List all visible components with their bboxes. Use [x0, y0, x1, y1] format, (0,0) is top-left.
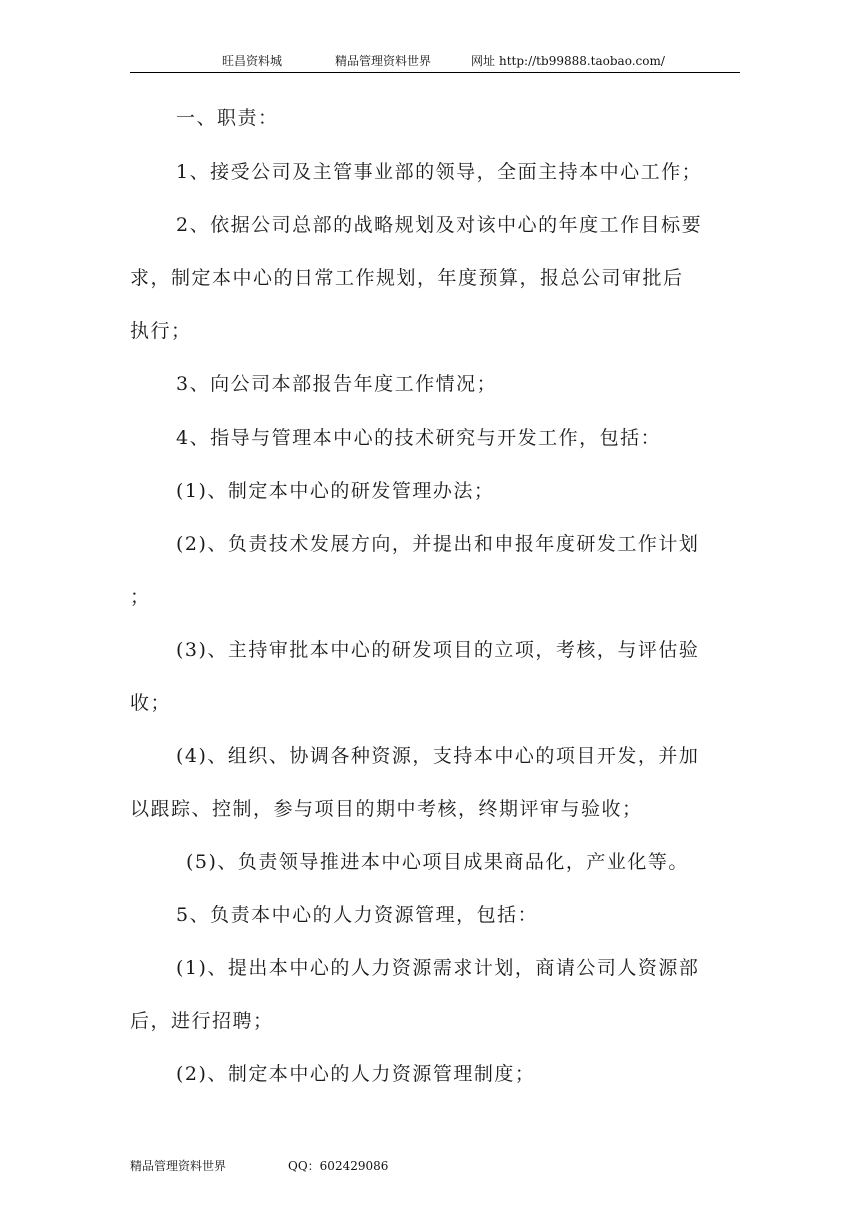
paragraph-line: 1、接受公司及主管事业部的领导，全面主持本中心工作； — [176, 161, 703, 183]
paragraph-line: (2)、制定本中心的人力资源管理制度； — [176, 1063, 536, 1085]
footer-world-name: 精品管理资料世界 — [130, 1159, 227, 1173]
paragraph-line: (1)、提出本中心的人力资源需求计划，商请公司人资源部 — [176, 957, 700, 979]
paragraph-line: (3)、主持审批本中心的研发项目的立项，考核，与评估验 — [176, 639, 700, 661]
paragraph-line: (4)、组织、协调各种资源，支持本中心的项目开发，并加 — [176, 745, 700, 767]
paragraph-line: 以跟踪、控制，参与项目的期中考核，终期评审与验收； — [130, 798, 643, 820]
page-footer — [130, 1158, 740, 1176]
paragraph-line: 4、指导与管理本中心的技术研究与开发工作，包括： — [176, 427, 662, 449]
header-world-name: 精品管理资料世界 — [335, 54, 432, 68]
header-url-link[interactable]: http://tb99888.taobao.com/ — [499, 54, 665, 68]
paragraph-line: 后，进行招聘； — [130, 1010, 274, 1032]
section-heading: 一、职责： — [176, 107, 279, 129]
header-shop-name: 旺昌资料城 — [222, 54, 283, 68]
header-url-label: 网址 — [471, 54, 496, 68]
paragraph-line: 5、负责本中心的人力资源管理，包括： — [176, 904, 539, 926]
paragraph-line: (1)、制定本中心的研发管理办法； — [176, 480, 495, 502]
paragraph-line: 2、依据公司总部的战略规划及对该中心的年度工作目标要 — [176, 214, 703, 236]
paragraph-line: 3、向公司本部报告年度工作情况； — [176, 373, 498, 395]
paragraph-line: (2)、负责技术发展方向，并提出和申报年度研发工作计划 — [176, 533, 700, 555]
paragraph-line: 收； — [130, 692, 172, 714]
footer-qq: QQ：602429086 — [288, 1159, 389, 1173]
page-header — [130, 52, 740, 73]
paragraph-line: ； — [130, 586, 151, 608]
paragraph-line: 求，制定本中心的日常工作规划，年度预算，报总公司审批后 — [130, 267, 684, 289]
paragraph-line: (5)、负责领导推进本中心项目成果商品化，产业化等。 — [186, 851, 689, 873]
paragraph-line: 执行； — [130, 320, 192, 342]
